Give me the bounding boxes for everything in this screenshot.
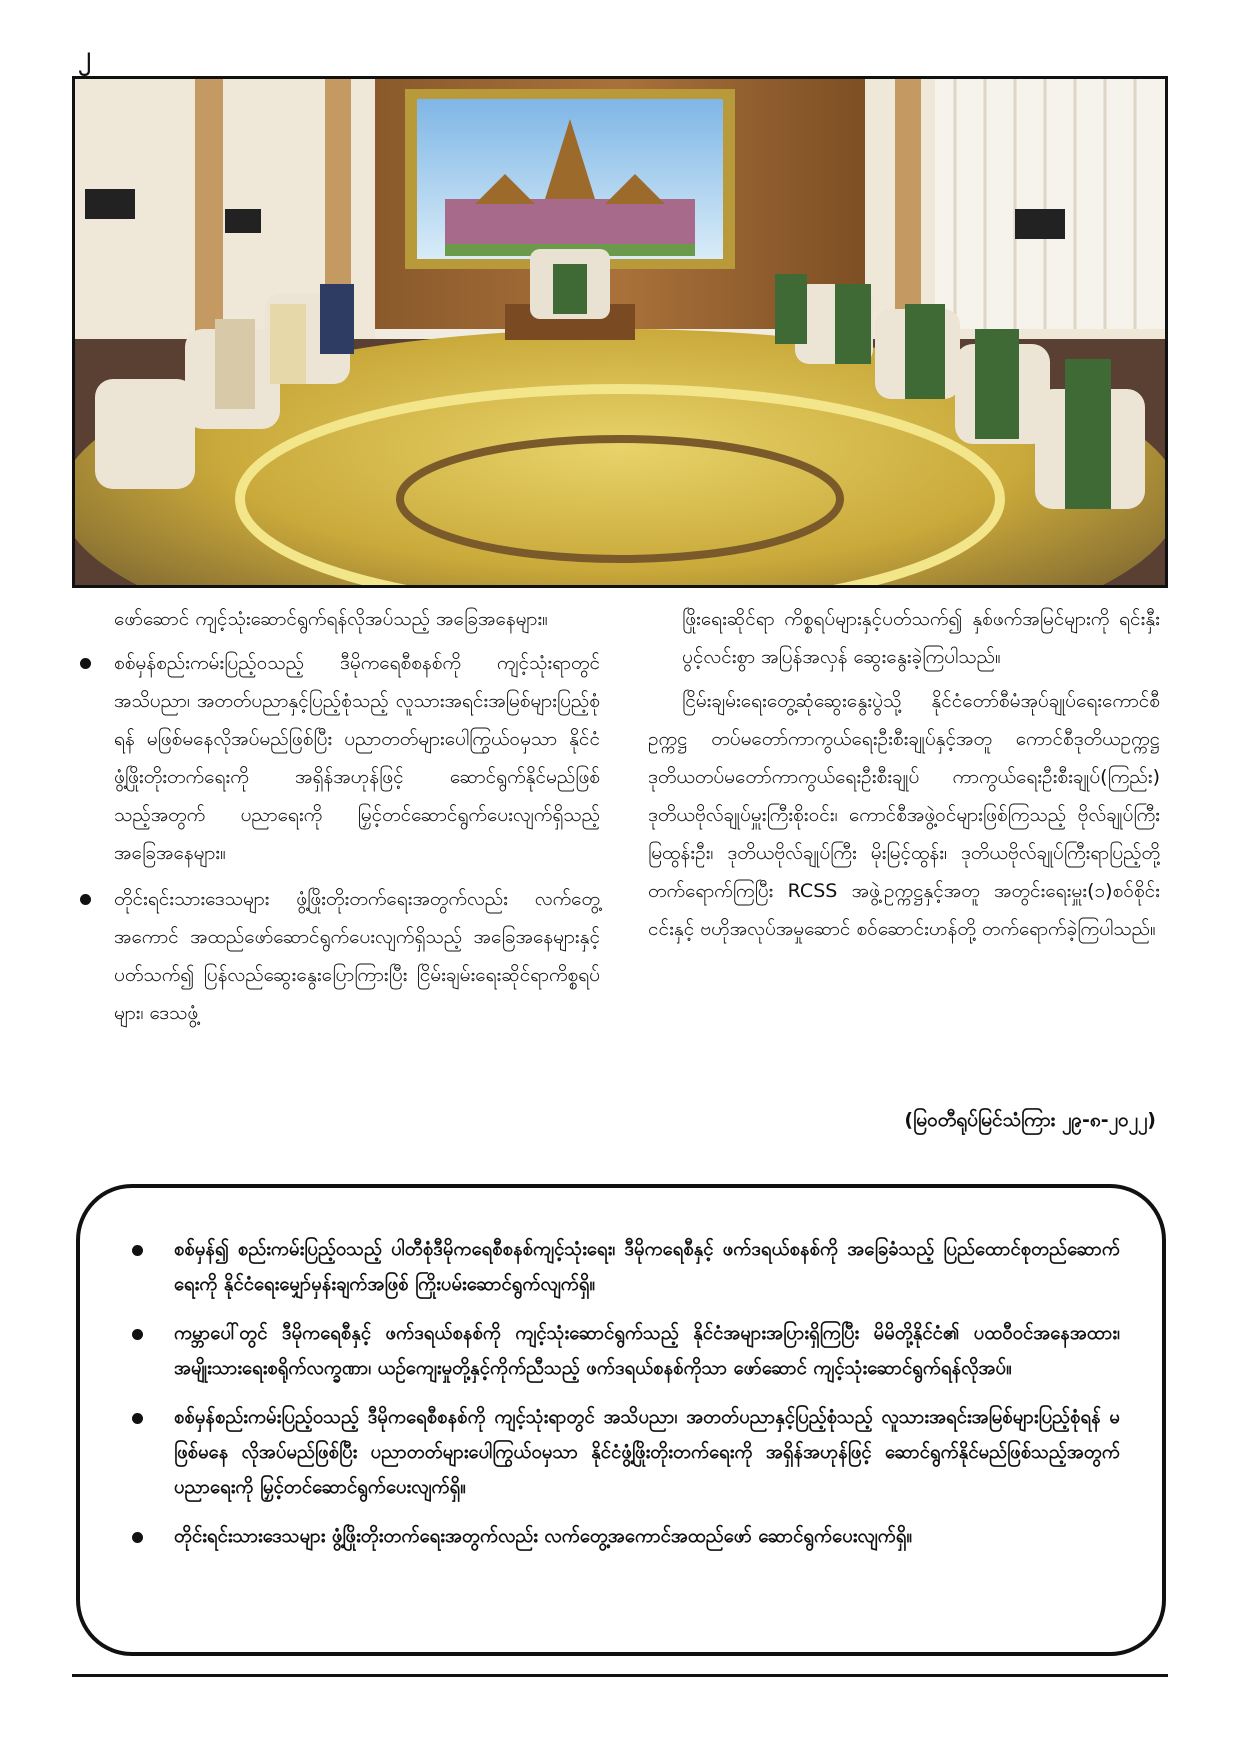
bullet-dot-icon (132, 1532, 143, 1543)
summary-bullet-2 (124, 1316, 1120, 1386)
bullet-dot-icon (80, 894, 91, 905)
left-lead-paragraph: ဖော်ဆောင် ကျင့်သုံးဆောင်ရွက်ရန်လိုအပ်သည့် အခြေအနေများ။ (114, 608, 548, 630)
bullet-dot-icon (80, 658, 91, 669)
left-bullet-2-text: တိုင်းရင်းသားဒေသများ ဖွံ့ဖြိုးတိုးတက်ရေးအတွက်လည်း လက်တွေ့အကောင် အထည်ဖော်ဆောင်ရွက်ပေးလျက်ရှိသည့် အခြေအနေများနှင့်ပတ်သက်၍ ပြန်လည်ဆွေးနွေးပြောကြားပြီး ငြိမ်းချမ်းရေးဆိုင်ရာကိစ္စရပ်များ၊ ဒေသဖွံ့ (114, 888, 600, 1024)
summary-box (76, 1184, 1166, 1656)
meeting-room-photo (72, 76, 1168, 588)
summary-bullet-4 (124, 1519, 1120, 1554)
left-bullet-1 (80, 644, 600, 872)
left-bullet-2 (80, 880, 600, 1032)
summary-bullet-3-text: စစ်မှန်စည်းကမ်းပြည့်ဝသည့် ဒီမိုကရေစီစနစ်ကို ကျင့်သုံးရာတွင် အသိပညာ၊ အတတ်ပညာနှင့်ပြည့်စုံသည့် လူသားအရင်းအမြစ်များပြည့်စုံရန် မဖြစ်မနေ လိုအပ်မည်ဖြစ်ပြီး ပညာတတ်များပေါကြွယ်ဝမှသာ နိုင်ငံဖွံ့ဖြိုးတိုးတက်ရေးကို အရှိန်အဟုန်ဖြင့် ဆောင်ရွက်နိုင်မည်ဖြစ်သည့်အတွက် ပညာရေးကို မြှင့်တင်ဆောင်ရွက်ပေးလျက်ရှိ။ (174, 1407, 1120, 1498)
summary-bullet-4-text: တိုင်းရင်းသားဒေသများ ဖွံ့ဖြိုးတိုးတက်ရေးအတွက်လည်း လက်တွေ့အကောင်အထည်ဖော် ဆောင်ရွက်ပေးလျက်ရှိ။ (174, 1526, 913, 1547)
page-number: ၂ (78, 41, 91, 71)
summary-bullet-2-text: ကမ္ဘာပေါ်တွင် ဒီမိုကရေစီနှင့် ဖက်ဒရယ်စနစ်ကို ကျင့်သုံးဆောင်ရွက်သည့် နိုင်ငံအများအပြားရှိကြပြီး မိမိတို့နိုင်ငံ၏ ပထဝီဝင်အနေအထား၊ အမျိုးသားရေးစရိုက်လက္ခဏာ၊ ယဉ်ကျေးမှုတို့နှင့်ကိုက်ညီသည့် ဖက်ဒရယ်စနစ်ကိုသာ ဖော်ဆောင် ကျင့်သုံးဆောင်ရွက်ရန်လိုအပ်။ (174, 1323, 1120, 1379)
bullet-dot-icon (132, 1245, 143, 1256)
left-bullet-1-text: စစ်မှန်စည်းကမ်းပြည့်ဝသည့် ဒီမိုကရေစီစနစ်ကို ကျင့်သုံးရာတွင် အသိပညာ၊ အတတ်ပညာနှင့်ပြည့်စုံသည့် လူသားအရင်းအမြစ်များပြည့်စုံရန် မဖြစ်မနေလိုအပ်မည်ဖြစ်ပြီး ပညာတတ်များပေါကြွယ်ဝမှသာ နိုင်ငံဖွံ့ဖြိုးတိုးတက်ရေးကို အရှိန်အဟုန်ဖြင့် ဆောင်ရွက်နိုင်မည်ဖြစ်သည့်အတွက် ပညာရေးကို မြှင့်တင်ဆောင်ရွက်ပေးလျက်ရှိသည့်အခြေအနေများ။ (114, 652, 600, 864)
left-column (80, 600, 600, 1040)
right-column (648, 600, 1160, 954)
meeting-room-photo-illustration (75, 79, 1165, 585)
bullet-dot-icon (132, 1413, 143, 1424)
bullet-dot-icon (132, 1329, 143, 1340)
summary-bullet-1-text: စစ်မှန်၍ စည်းကမ်းပြည့်ဝသည့် ပါတီစုံဒီမိုကရေစီစနစ်ကျင့်သုံးရေး၊ ဒီမိုကရေစီနှင့် ဖက်ဒရယ်စနစ်ကို အခြေခံသည့် ပြည်ထောင်စုတည်ဆောက်ရေးကို နိုင်ငံရေးမျှော်မှန်းချက်အဖြစ် ကြိုးပမ်းဆောင်ရွက်လျက်ရှိ။ (174, 1239, 1120, 1295)
source-citation: (မြဝတီရုပ်မြင်သံကြား ၂၉-၈-၂၀၂၂) (904, 1109, 1156, 1131)
right-paragraph-1: ဖြိုးရေးဆိုင်ရာ ကိစ္စရပ်များနှင့်ပတ်သက်၍ နှစ်ဖက်အမြင်များကို ရင်းနှီးပွင့်လင်းစွာ အပြန်အလှန် ဆွေးနွေးခဲ့ကြပါသည်။ (682, 608, 1160, 668)
right-paragraph-2: ငြိမ်းချမ်းရေးတွေ့ဆုံဆွေးနွေးပွဲသို့ နိုင်ငံတော်စီမံအုပ်ချုပ်ရေးကောင်စီဥက္ကဋ္ဌ တပ်မတော်ကာကွယ်ရေးဦးစီးချုပ်နှင့်အတူ ကောင်စီဒုတိယဥက္ကဋ္ဌ ဒုတိယတပ်မတော်ကာကွယ်ရေးဦးစီးချုပ် ကာကွယ်ရေးဦးစီးချုပ်(ကြည်း) ဒုတိယဗိုလ်ချုပ်မှူးကြီးစိုးဝင်း၊ ကောင်စီအဖွဲ့ဝင်များဖြစ်ကြသည့် ဗိုလ်ချုပ်ကြီးမြထွန်းဦး၊ ဒုတိယဗိုလ်ချုပ်ကြီး မိုးမြင့်ထွန်း၊ ဒုတိယဗိုလ်ချုပ်ကြီးရာပြည့်တို့ တက်ရောက်ကြပြီး RCSS အဖွဲ့ဥက္ကဋ္ဌနှင့်အတူ အတွင်းရေးမှူး(၁)စဝ်စိုင်းငင်းနှင့် ဗဟိုအလုပ်အမှုဆောင် စဝ်ဆောင်းဟန်တို့ တက်ရောက်ခဲ့ကြပါသည်။ (648, 690, 1160, 940)
footer-rule (72, 1674, 1168, 1677)
summary-bullet-3 (124, 1400, 1120, 1505)
summary-bullet-1 (124, 1232, 1120, 1302)
article-columns (80, 600, 1160, 1160)
